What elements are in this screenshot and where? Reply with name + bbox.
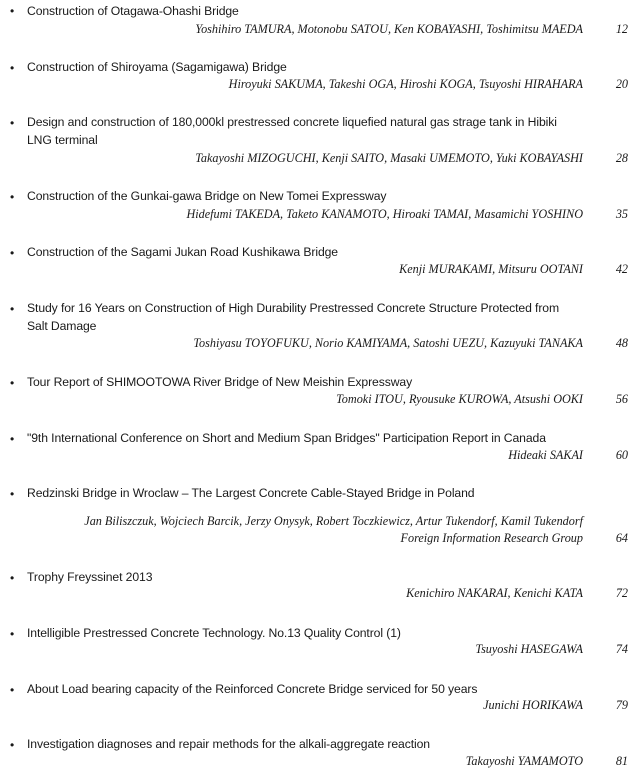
- entry-page-number: 79: [615, 698, 628, 712]
- entry-page-number: 72: [615, 586, 628, 600]
- entry-authors: Jan Biliszczuk, Wojciech Barcik, Jerzy Onysyk, Robert Toczkiewicz, Artur Tukendorf, Kamil Tukendorf: [84, 514, 583, 528]
- bullet-icon: •: [10, 432, 15, 446]
- entry-authors: Toshiyasu TOYOFUKU, Norio KAMIYAMA, Satoshi UEZU, Kazuyuki TANAKA: [193, 336, 583, 350]
- entry-title[interactable]: About Load bearing capacity of the Reinforced Concrete Bridge serviced for 50 years: [27, 682, 478, 696]
- entry-page-number: 74: [615, 642, 628, 656]
- entry-title[interactable]: Study for 16 Years on Construction of High Durability Prestressed Concrete Structure Protected from Salt Damage: [27, 301, 560, 333]
- entry-authors: Hidefumi TAKEDA, Taketo KANAMOTO, Hiroaki TAMAI, Masamichi YOSHINO: [186, 207, 583, 221]
- entry-authors: Hiroyuki SAKUMA, Takeshi OGA, Hiroshi KOGA, Tsuyoshi HIRAHARA: [228, 77, 583, 91]
- entry-title[interactable]: Construction of Shiroyama (Sagamigawa) Bridge: [27, 60, 287, 74]
- entry-title[interactable]: Construction of the Gunkai-gawa Bridge on New Tomei Expressway: [27, 189, 387, 203]
- entry-title[interactable]: Trophy Freyssinet 2013: [27, 570, 153, 584]
- entry-authors: Junichi HORIKAWA: [483, 698, 583, 712]
- entry-authors: Takayoshi YAMAMOTO: [465, 754, 583, 768]
- entry-authors: Yoshihiro TAMURA, Motonobu SATOU, Ken KOBAYASHI, Toshimitsu MAEDA: [195, 22, 583, 36]
- bullet-icon: •: [10, 302, 15, 316]
- entry-authors: Kenichiro NAKARAI, Kenichi KATA: [406, 586, 583, 600]
- bullet-icon: •: [10, 190, 15, 204]
- entry-title[interactable]: Investigation diagnoses and repair methods for the alkali-aggregate reaction: [27, 737, 430, 751]
- bullet-icon: •: [10, 487, 15, 501]
- entry-page-number: 20: [615, 77, 628, 91]
- entry-title[interactable]: Design and construction of 180,000kl prestressed concrete liquefied natural gas strage tank in Hibiki LNG terminal: [27, 115, 557, 147]
- entry-page-number: 56: [615, 392, 628, 406]
- entry-authors: Tsuyoshi HASEGAWA: [475, 642, 583, 656]
- entry-page-number: 81: [615, 754, 628, 768]
- entry-page-number: 12: [615, 22, 628, 36]
- entry-title[interactable]: Construction of the Sagami Jukan Road Kushikawa Bridge: [27, 245, 338, 259]
- entry-authors: Hideaki SAKAI: [508, 448, 583, 462]
- bullet-icon: •: [10, 571, 15, 585]
- bullet-icon: •: [10, 627, 15, 641]
- entry-page-number: 48: [615, 336, 628, 350]
- entry-title[interactable]: Intelligible Prestressed Concrete Technology. No.13 Quality Control (1): [27, 626, 401, 640]
- bullet-icon: •: [10, 116, 15, 130]
- entry-title[interactable]: Redzinski Bridge in Wroclaw – The Largest Concrete Cable-Stayed Bridge in Poland: [27, 486, 475, 500]
- entry-page-number: 64: [615, 531, 628, 545]
- entry-title[interactable]: "9th International Conference on Short and Medium Span Bridges" Participation Report in Canada: [27, 431, 546, 445]
- entry-title[interactable]: Tour Report of SHIMOOTOWA River Bridge of New Meishin Expressway: [27, 375, 413, 389]
- entry-authors: Takayoshi MIZOGUCHI, Kenji SAITO, Masaki UMEMOTO, Yuki KOBAYASHI: [195, 151, 583, 165]
- entry-title[interactable]: Construction of Otagawa-Ohashi Bridge: [27, 4, 239, 18]
- entry-page-number: 42: [615, 262, 628, 276]
- bullet-icon: •: [10, 246, 15, 260]
- entry-page-number: 60: [615, 448, 628, 462]
- entry-authors: Kenji MURAKAMI, Mitsuru OOTANI: [399, 262, 583, 276]
- bullet-icon: •: [10, 738, 15, 752]
- entry-authors: Tomoki ITOU, Ryousuke KUROWA, Atsushi OOKI: [336, 392, 583, 406]
- entry-page-number: 28: [615, 151, 628, 165]
- entry-page-number: 35: [615, 207, 628, 221]
- entry-authors-group: Foreign Information Research Group: [400, 531, 583, 545]
- bullet-icon: •: [10, 4, 15, 18]
- bullet-icon: •: [10, 683, 15, 697]
- bullet-icon: •: [10, 61, 15, 75]
- bullet-icon: •: [10, 376, 15, 390]
